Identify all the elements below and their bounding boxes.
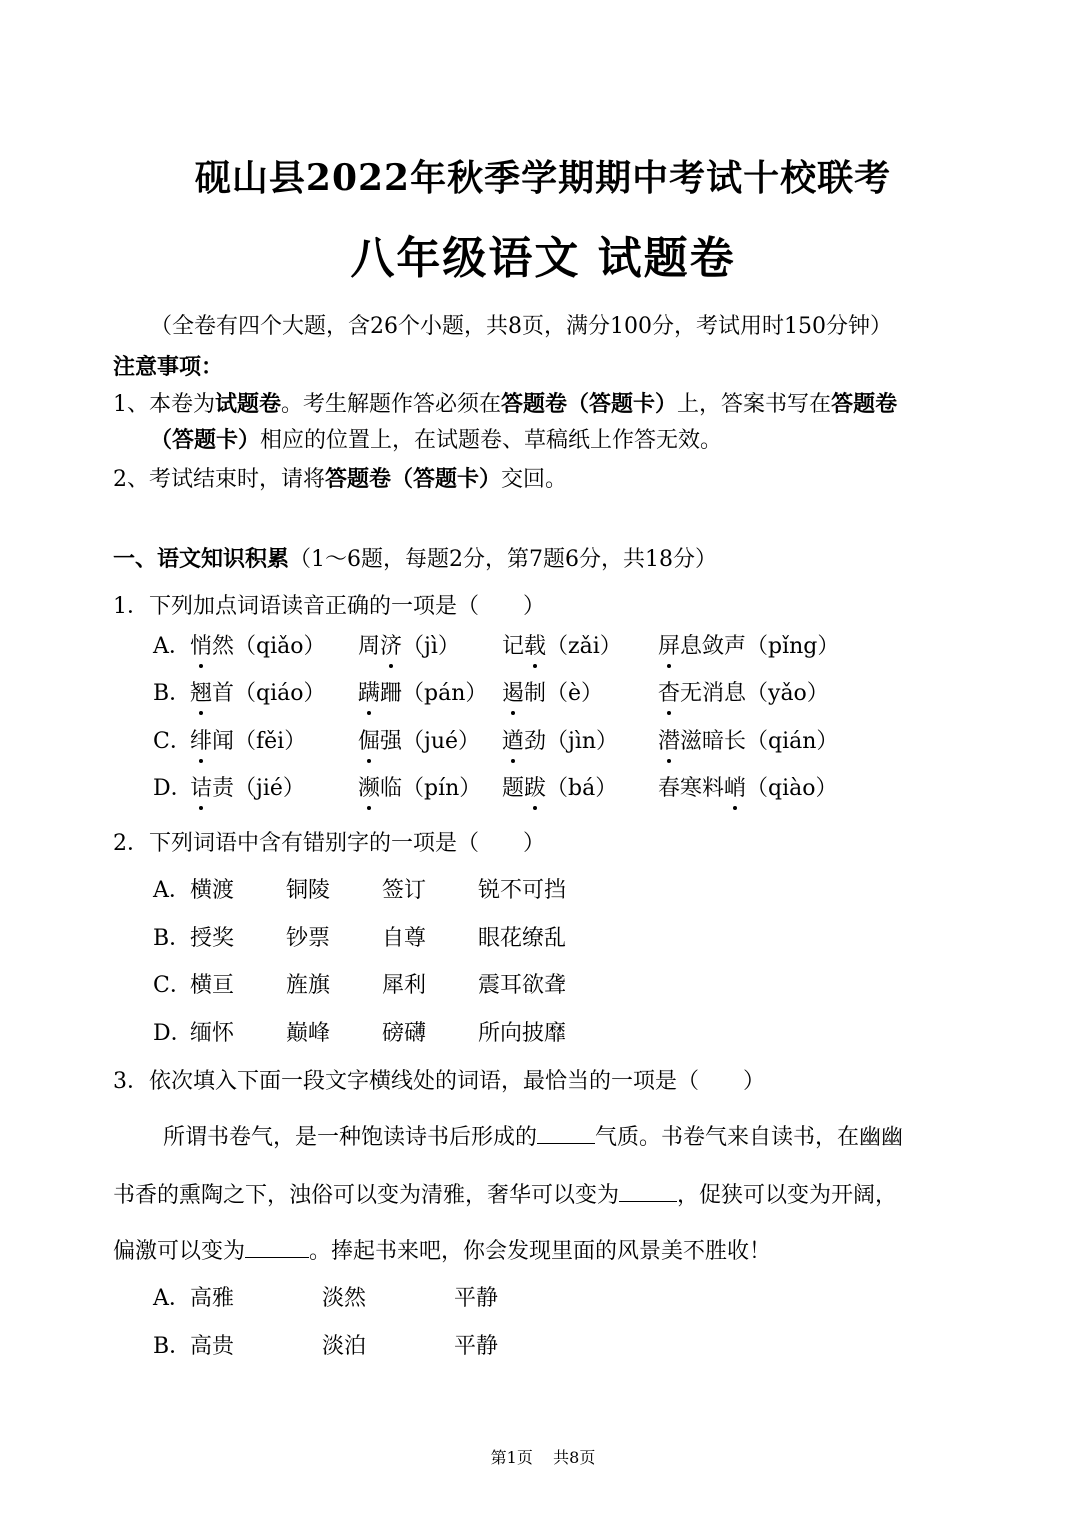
emphasis-dot-char: 倔: [358, 727, 380, 757]
emphasis-dot-char: 蹒: [358, 679, 380, 709]
option-word: 授奖: [190, 926, 235, 951]
emphasis-dot-char: 济: [380, 632, 402, 662]
option-word: 所向披靡: [478, 1021, 567, 1046]
option-term: 遒劲（jìn）: [502, 727, 618, 757]
question-2-stem: 2．下列词语中含有错别字的一项是（ ）: [113, 831, 545, 856]
option-word: 钞票: [286, 926, 331, 951]
emphasis-dot-char: 潜: [658, 727, 680, 757]
option-label: B．: [153, 926, 192, 951]
option-term: 记载（zǎi）: [502, 632, 622, 662]
section-heading: 一、语文知识积累（1～6题，每题2分，第7题6分，共18分）: [113, 546, 717, 572]
emphasis-dot-char: 载: [524, 632, 546, 662]
option-word: 震耳欲聋: [478, 973, 567, 998]
option-label: B．: [153, 1334, 192, 1359]
question-1-stem: 1．下列加点词语读音正确的一项是（ ）: [113, 594, 545, 619]
emphasis-dot-char: 翘: [190, 679, 212, 709]
option-word: 犀利: [382, 973, 427, 998]
option-word: 巅峰: [286, 1021, 331, 1046]
emphasis-dot-char: 遒: [502, 727, 524, 757]
question-3-passage-line-2: 书香的熏陶之下，浊俗可以变为清雅，奢华可以变为 ，促狭可以变为开阔，: [113, 1183, 898, 1208]
option-word: 缅怀: [190, 1021, 235, 1046]
option-term: 诘责（jié）: [190, 774, 305, 804]
answer-blank: [537, 1123, 595, 1144]
question-3-passage-line-3: 偏激可以变为 。捧起书来吧，你会发现里面的风景美不胜收！: [113, 1239, 772, 1264]
option-term: 潜滋暗长（qián）: [658, 727, 838, 757]
option-word: 淡然: [322, 1286, 367, 1311]
option-word: 横亘: [190, 973, 235, 998]
option-word: 锐不可挡: [478, 878, 567, 903]
option-term: 题跋（bá）: [502, 774, 617, 804]
option-term: 屏息敛声（pǐng）: [658, 632, 839, 662]
option-label: A．: [153, 634, 191, 659]
option-term: 春寒料峭（qiào）: [658, 774, 838, 804]
answer-blank: [245, 1237, 309, 1258]
option-term: 倔强（jué）: [358, 727, 480, 757]
page-total: 共8页: [553, 1448, 596, 1467]
option-word: 自尊: [382, 926, 427, 951]
option-word: 平静: [454, 1334, 499, 1359]
emphasis-dot-char: 杳: [658, 679, 680, 709]
notice-heading: 注意事项：: [113, 354, 224, 380]
notice-item-1: 1、本卷为试题卷。考生解题作答必须在答题卷（答题卡）上，答案书写在答题卷: [113, 391, 898, 417]
option-word: 磅礴: [382, 1021, 427, 1046]
emphasis-dot-char: 绯: [190, 727, 212, 757]
answer-blank: [619, 1181, 677, 1202]
emphasis-dot-char: 峭: [724, 774, 746, 804]
option-term: 濒临（pín）: [358, 774, 481, 804]
option-term: 杳无消息（yǎo）: [658, 679, 829, 709]
option-label: A．: [153, 878, 191, 903]
option-word: 淡泊: [322, 1334, 367, 1359]
page-footer: [0, 1445, 1086, 1468]
exam-intro: （全卷有四个大题，含26个小题，共8页，满分100分，考试用时150分钟）: [150, 314, 892, 339]
option-label: B．: [153, 681, 192, 706]
option-term: 翘首（qiáo）: [190, 679, 326, 709]
option-word: 平静: [454, 1286, 499, 1311]
exam-subtitle: 八年级语文 试题卷: [350, 233, 736, 284]
question-3-stem: 3．依次填入下面一段文字横线处的词语，最恰当的一项是（ ）: [113, 1069, 765, 1094]
option-label: D．: [153, 1021, 193, 1046]
option-word: 眼花缭乱: [478, 926, 567, 951]
emphasis-dot-char: 屏: [658, 632, 680, 662]
page-number: 第1页: [490, 1448, 533, 1467]
option-word: 高雅: [190, 1286, 235, 1311]
emphasis-dot-char: 悄: [190, 632, 212, 662]
emphasis-dot-char: 遏: [502, 679, 524, 709]
option-word: 高贵: [190, 1334, 235, 1359]
question-3-passage-line-1: 所谓书卷气，是一种饱读诗书后形成的 气质。书卷气来自读书，在幽幽: [163, 1125, 904, 1150]
option-term: 蹒跚（pán）: [358, 679, 487, 709]
option-word: 横渡: [190, 878, 235, 903]
emphasis-dot-char: 跋: [524, 774, 546, 804]
option-word: 铜陵: [286, 878, 331, 903]
emphasis-dot-char: 濒: [358, 774, 380, 804]
option-term: 悄然（qiǎo）: [190, 632, 326, 662]
option-word: 签订: [382, 878, 427, 903]
notice-item-2: 2、考试结束时，请将答题卷（答题卡）交回。: [113, 466, 568, 492]
option-label: D．: [153, 776, 193, 801]
option-term: 绯闻（fěi）: [190, 727, 306, 757]
option-term: 周济（jì）: [358, 632, 460, 662]
option-label: C．: [153, 729, 192, 754]
notice-item-1-cont: （答题卡）相应的位置上，在试题卷、草稿纸上作答无效。: [150, 427, 723, 453]
option-label: A．: [153, 1286, 191, 1311]
option-label: C．: [153, 973, 192, 998]
exam-title: 砚山县2022年秋季学期期中考试十校联考: [194, 157, 892, 199]
emphasis-dot-char: 诘: [190, 774, 212, 804]
option-word: 旌旗: [286, 973, 331, 998]
option-term: 遏制（è）: [502, 679, 603, 709]
